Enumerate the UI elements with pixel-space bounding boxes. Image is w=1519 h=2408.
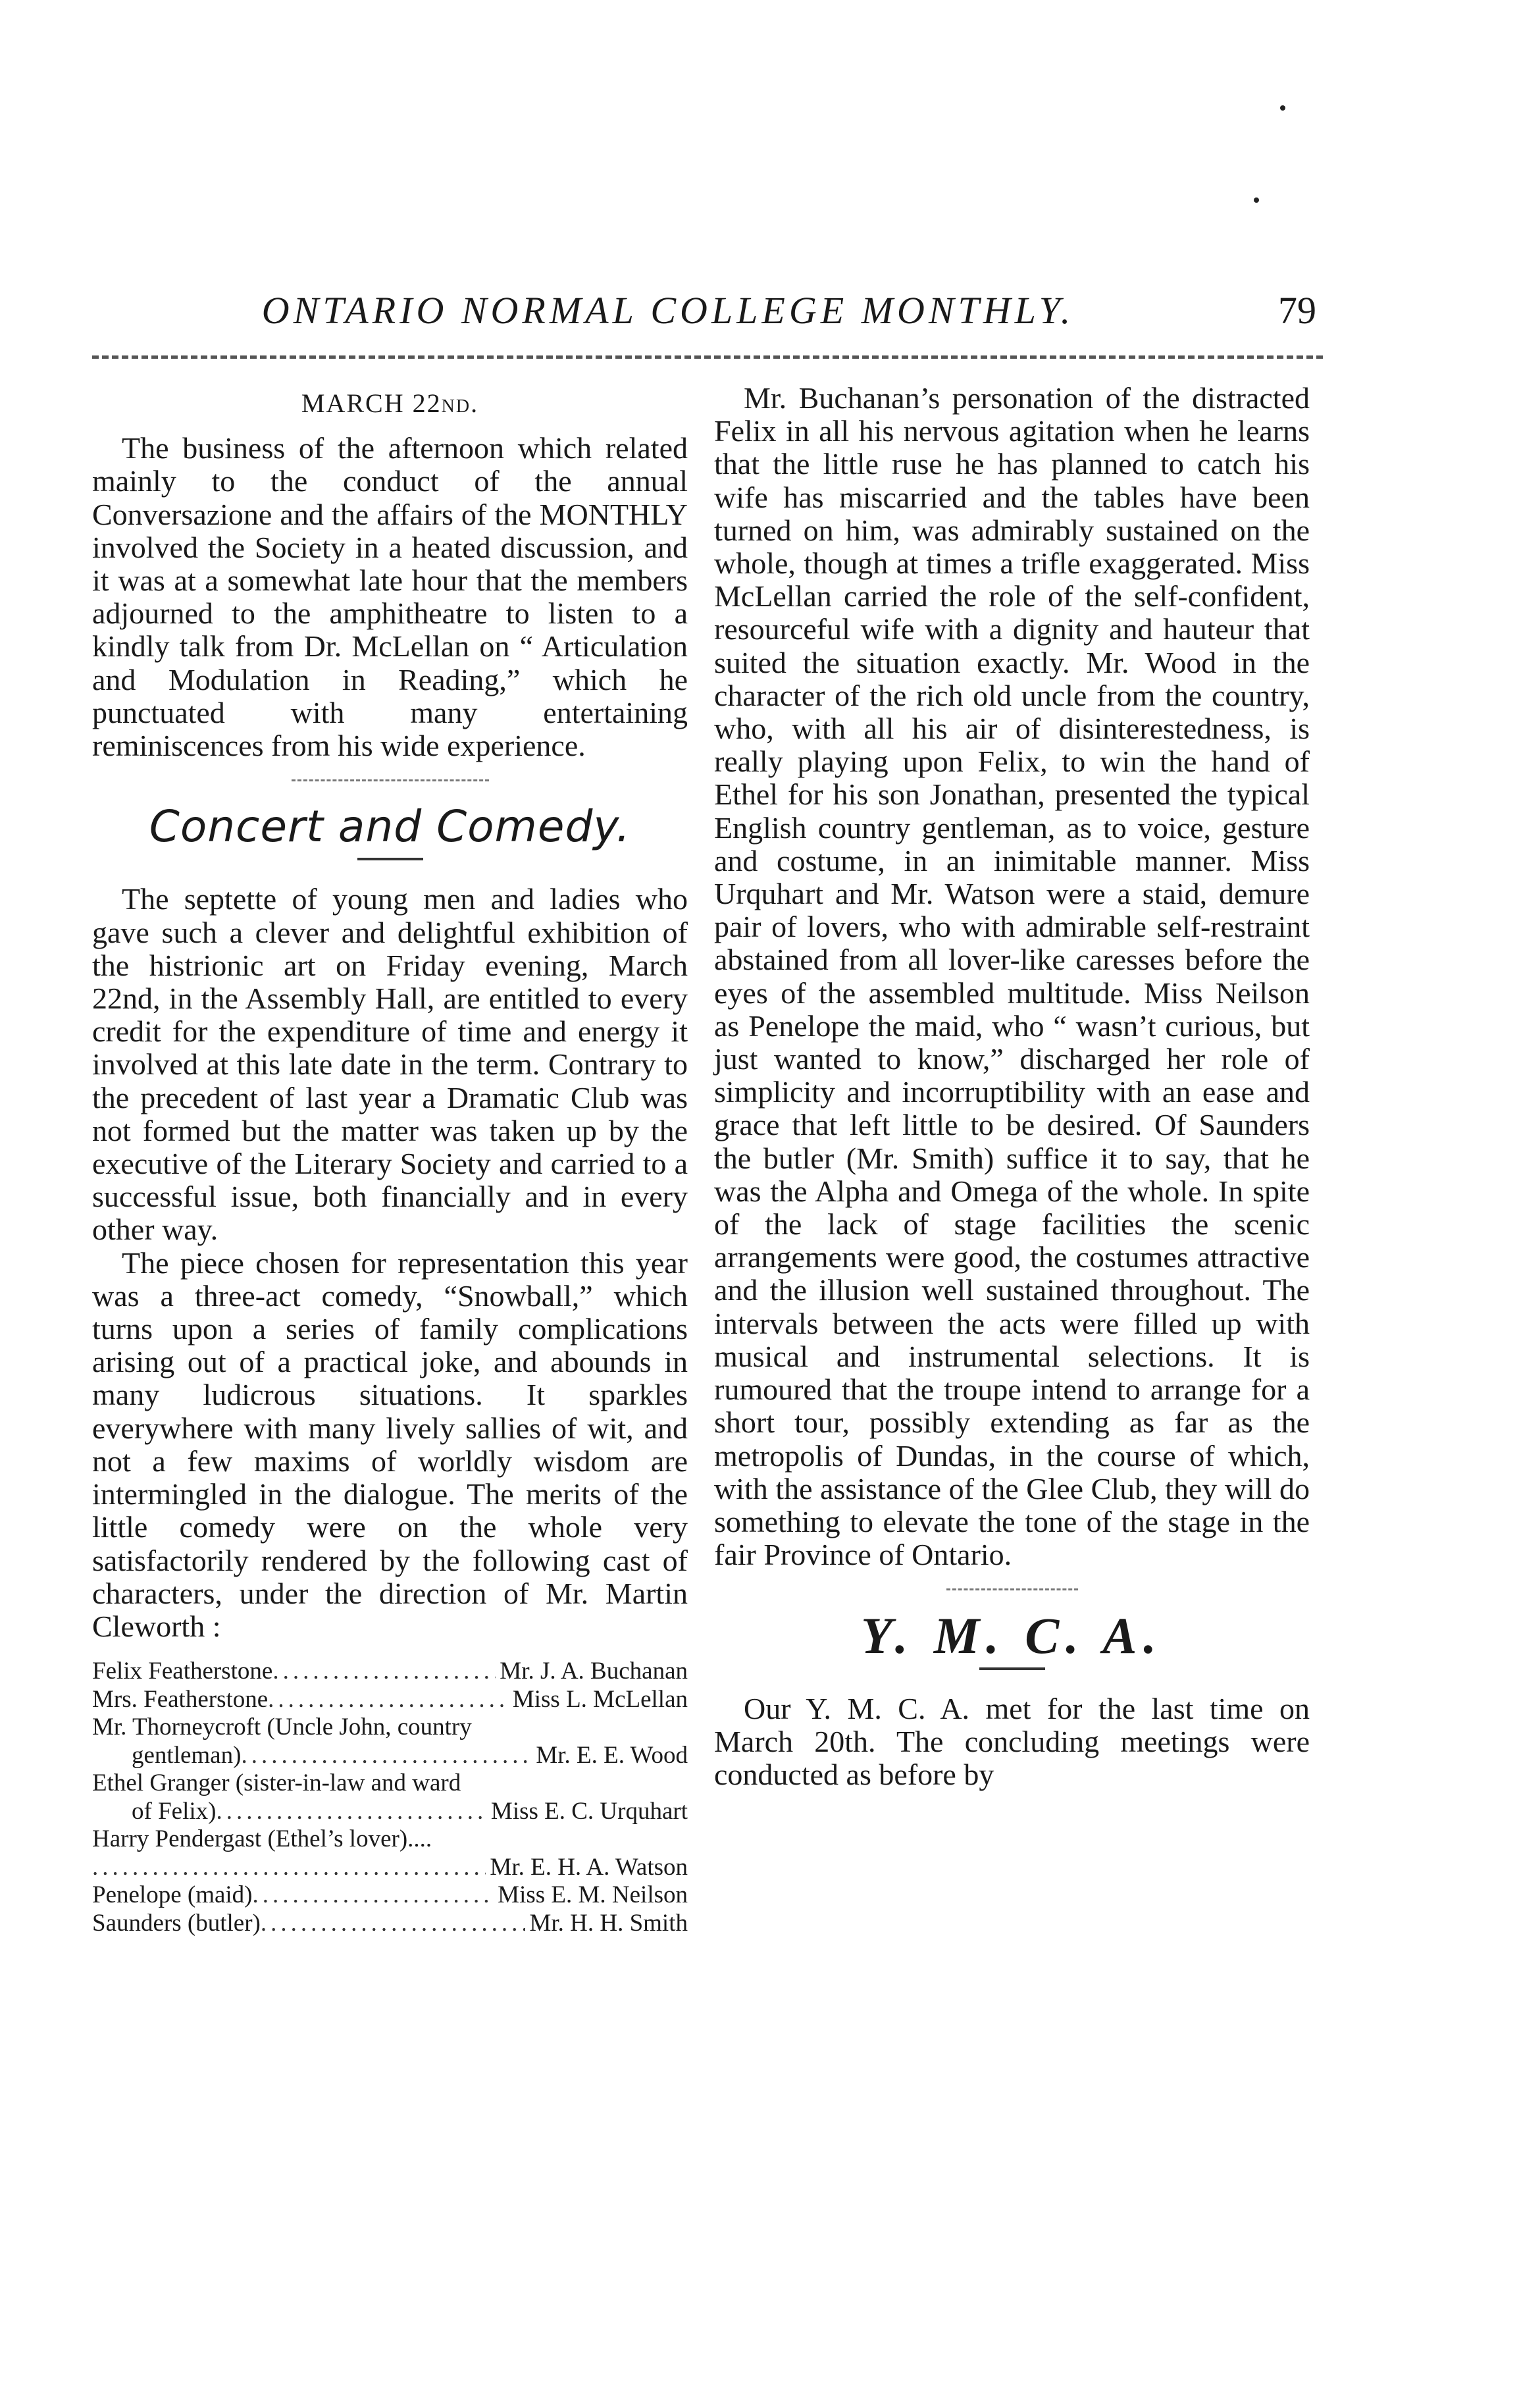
dot-leader — [272, 1658, 496, 1686]
dot-leader — [216, 1798, 486, 1826]
cast-actor: Miss L. McLellan — [512, 1685, 688, 1713]
concert-section-title: Concert and Comedy. — [149, 801, 631, 852]
section-separator — [292, 779, 489, 781]
cast-actor: Mr. H. H. Smith — [529, 1909, 688, 1937]
cast-role: Felix Featherstone — [92, 1658, 273, 1685]
right-column — [714, 382, 1310, 1791]
cast-actor: Mr. J. A. Buchanan — [500, 1658, 688, 1685]
running-title: ONTARIO NORMAL COLLEGE MONTHLY. — [261, 289, 1075, 332]
cast-role: Penelope (maid) — [92, 1881, 253, 1909]
speck-mark — [1254, 197, 1259, 203]
cast-entry — [92, 1798, 688, 1826]
page-number: 79 — [1278, 289, 1316, 332]
ymca-section-title: Y. M. C. A. — [861, 1607, 1163, 1665]
cast-role: Saunders (butler) — [92, 1909, 261, 1937]
cast-role-line: Mr. Thorneycroft (Uncle John, country — [92, 1714, 472, 1741]
cast-entry — [92, 1910, 688, 1938]
dot-leader — [241, 1742, 532, 1770]
title-rule — [979, 1667, 1045, 1670]
cast-actor: Mr. E. H. A. Watson — [490, 1853, 688, 1881]
dot-leader — [261, 1910, 526, 1938]
ymca-paragraph: Our Y. M. C. A. met for the last time on March 20th. The concluding meetings were conducted as before by — [714, 1691, 1310, 1791]
dot-leader — [268, 1686, 509, 1714]
section-separator — [946, 1588, 1078, 1590]
page-header — [92, 288, 1329, 341]
speck-mark — [1280, 105, 1285, 111]
meeting-date-heading: MARCH 22nd. — [301, 388, 479, 418]
cast-entry — [92, 1881, 688, 1910]
cast-role: gentleman) — [132, 1741, 242, 1769]
cast-entry — [92, 1854, 688, 1882]
cast-role: Mrs. Featherstone — [92, 1685, 269, 1713]
cast-role-line: Ethel Granger (sister-in-law and ward — [92, 1769, 461, 1797]
cast-actor: Miss E. C. Urquhart — [490, 1797, 688, 1825]
cast-entry — [92, 1742, 688, 1770]
left-column — [92, 382, 688, 1937]
title-rule — [357, 858, 423, 860]
dot-leader — [92, 1854, 486, 1882]
cast-role-line: Harry Pendergast (Ethel’s lover).... — [92, 1825, 432, 1853]
cast-actor: Mr. E. E. Wood — [536, 1741, 688, 1769]
concert-paragraph-2: The piece chosen for representation this year was a three-act comedy, “Snowball,” which turns upon a series of family complications arising out of a practical joke, and abounds in many ludicrous situations. It sparkles everywhere with many lively sallies of wit, and not a few maxims of worldly wisdom are intermingled in the dialogue. The merits of the little comedy were on the whole very satisfactorily rendered by the following cast of characters, under the direction of Mr. Martin Cleworth : — [92, 1245, 688, 1643]
header-rule — [92, 355, 1323, 359]
meeting-paragraph: The business of the afternoon which related mainly to the conduct of the annual Conversazione and the affairs of the MONTHLY involved the Society in a heated discussion, and it was at a somewhat late hour that the members adjourned to the amphitheatre to listen to a kindly talk from Dr. McLellan on “ Articulation and Modulation in Reading,” which he punctuated with many entertaining reminiscences from his wide experience. — [92, 431, 688, 763]
cast-entry — [92, 1686, 688, 1714]
concert-paragraph-1: The septette of young men and ladies who gave such a clever and delightful exhibition of the histrionic art on Friday evening, March 22nd, in the Assembly Hall, are entitled to every credit for the expenditure of time and energy it involved at this late date in the term. Contrary to the precedent of last year a Dramatic Club was not formed but the matter was taken up by the executive of the Literary Society and carried to a successful issue, both financially and in every other way. — [92, 882, 688, 1247]
review-paragraph: Mr. Buchanan’s personation of the distracted Felix in all his nervous agitation when he learns that the little ruse he has planned to catch his wife has miscarried and the tables have been turned on him, was admirably sustained on the whole, though at times a trifle exaggerated. Miss McLellan carried the role of the self-confident, resourceful wife with a dignity and hauteur that suited the situation exactly. Mr. Wood in the character of the rich old uncle from the country, who, with all his air of disinterestedness, is really playing upon Felix, to win the hand of Ethel for his son Jonathan, presented the typical English country gentleman, as to voice, gesture and costume, in an inimitable manner. Miss Urquhart and Mr. Watson were a staid, demure pair of lovers, who with admirable self-restraint abstained from all lover-like caresses before the eyes of the assembled multitude. Miss Neilson as Penelope the maid, who “ wasn’t curious, but just wanted to know,” discharged her role of simplicity and incorruptibility with an ease and grace that left little to be desired. Of Saunders the butler (Mr. Smith) suffice it to say, that he was the Alpha and Omega of the whole. In spite of the lack of stage facilities the scenic arrangements were good, the costumes attractive and the illusion well sustained throughout. The intervals between the acts were filled up with musical and instrumental selections. It is rumoured that the troupe intend to arrange for a short tour, possibly extending as far as the metropolis of Dundas, in the course of which, with the assistance of the Glee Club, they will do something to elevate the tone of the stage in the fair Province of Ontario. — [714, 381, 1310, 1572]
cast-actor: Miss E. M. Neilson — [498, 1881, 688, 1909]
cast-list — [92, 1658, 688, 1937]
cast-role: of Felix) — [132, 1797, 217, 1825]
cast-entry — [92, 1658, 688, 1686]
dot-leader — [253, 1881, 494, 1910]
